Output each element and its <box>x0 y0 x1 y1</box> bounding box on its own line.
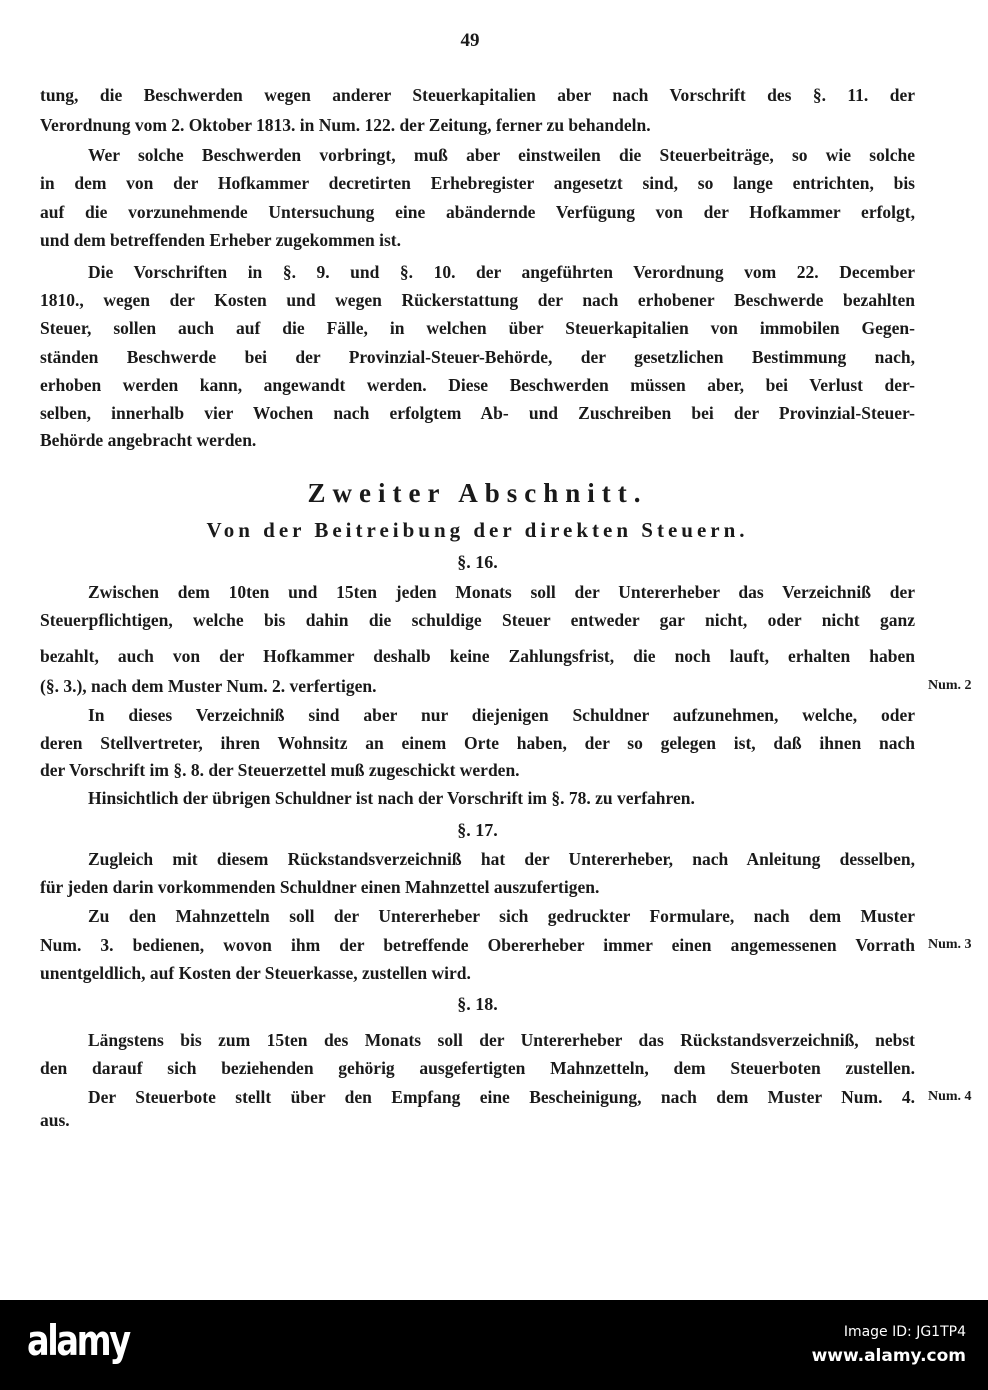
alamy-logo: alamy <box>27 1316 129 1365</box>
text-line: und dem betreffenden Erheber zugekommen ist. <box>40 230 402 250</box>
text-line: Zugleich mit diesem Rückstandsverzeichniß hat der Untererheber, nach Anleitung desselben, <box>88 849 915 869</box>
section-heading: §. 16. <box>457 552 498 572</box>
text-line: aus. <box>40 1110 70 1130</box>
text-line: deren Stellvertreter, ihren Wohnsitz an einem Orte haben, der so gelegen ist, daß ihnen nach <box>40 733 915 753</box>
text-line: Zu den Mahnzetteln soll der Untererheber sich gedruckter Formulare, nach dem Muster <box>88 906 915 926</box>
chapter-title: Zweiter Abschnitt. <box>307 478 648 508</box>
chapter-subtitle: Von der Beitreibung der direkten Steuern. <box>206 518 749 542</box>
margin-note: Num. 2 <box>928 678 972 693</box>
text-line: Steuerpflichtigen, welche bis dahin die schuldige Steuer entweder gar nicht, oder nicht ganz <box>40 610 915 630</box>
text-line: Längstens bis zum 15ten des Monats soll der Untererheber das Rückstandsverzeichniß, nebst <box>88 1030 915 1050</box>
text-line: Verordnung vom 2. Oktober 1813. in Num. 122. der Zeitung, ferner zu behandeln. <box>40 115 651 135</box>
page-number: 49 <box>460 30 480 51</box>
text-line: Hinsichtlich der übrigen Schuldner ist nach der Vorschrift im §. 78. zu verfahren. <box>88 788 695 808</box>
text-line: In dieses Verzeichniß sind aber nur diejenigen Schuldner aufzunehmen, welche, oder <box>88 705 915 725</box>
text-line: 1810., wegen der Kosten und wegen Rückerstattung der nach erhobener Beschwerde bezahlten <box>40 290 915 310</box>
text-line: Num. 3. bedienen, wovon ihm der betreffende Obererheber immer einen angemessenen Vorrath <box>40 935 915 955</box>
text-line: Wer solche Beschwerden vorbringt, muß aber einstweilen die Steuerbeiträge, so wie solche <box>88 145 915 165</box>
site-url: www.alamy.com <box>811 1346 966 1366</box>
text-line: (§. 3.), nach dem Muster Num. 2. verfertigen. <box>40 676 377 696</box>
text-line: selben, innerhalb vier Wochen nach erfolgtem Ab- und Zuschreiben bei der Provinzial-Steuer- <box>40 403 915 423</box>
text-line: der Vorschrift im §. 8. der Steuerzettel muß zugeschickt werden. <box>40 760 520 780</box>
text-line: Steuer, sollen auch auf die Fälle, in welchen über Steuerkapitalien von immobilen Gegen- <box>40 318 915 338</box>
image-id: Image ID: JG1TP4 <box>843 1324 966 1340</box>
section-heading: §. 17. <box>457 820 498 840</box>
text-line: ständen Beschwerde bei der Provinzial-Steuer-Behörde, der gesetzlichen Bestimmung nach, <box>40 347 915 367</box>
text-line: erhoben werden kann, angewandt werden. Diese Beschwerden müssen aber, bei Verlust der- <box>40 375 915 395</box>
margin-note: Num. 4 <box>928 1089 972 1104</box>
text-line: Behörde angebracht werden. <box>40 430 257 450</box>
watermark-footer <box>0 1300 988 1390</box>
text-line: bezahlt, auch von der Hofkammer deshalb keine Zahlungsfrist, die noch lauft, erhalten haben <box>40 646 915 666</box>
text-line: Der Steuerbote stellt über den Empfang eine Bescheinigung, nach dem Muster Num. 4. <box>88 1087 915 1107</box>
text-line: für jeden darin vorkommenden Schuldner einen Mahnzettel auszufertigen. <box>40 877 600 897</box>
text-line: den darauf sich beziehenden gehörig ausgefertigten Mahnzetteln, dem Steuerboten zustellen. <box>40 1058 915 1078</box>
text-line: unentgeldlich, auf Kosten der Steuerkasse, zustellen wird. <box>40 963 471 983</box>
margin-note: Num. 3 <box>928 937 972 952</box>
text-line: Zwischen dem 10ten und 15ten jeden Monats soll der Untererheber das Verzeichniß der <box>88 582 915 602</box>
text-line: in dem von der Hofkammer decretirten Erhebregister angesetzt sind, so lange entrichten, bis <box>40 173 915 193</box>
text-line: Die Vorschriften in §. 9. und §. 10. der angeführten Verordnung vom 22. December <box>88 262 915 282</box>
text-line: tung, die Beschwerden wegen anderer Steuerkapitalien aber nach Vorschrift des §. 11. der <box>40 85 915 105</box>
text-line: auf die vorzunehmende Untersuchung eine abändernde Verfügung von der Hofkammer erfolgt, <box>40 202 915 222</box>
section-heading: §. 18. <box>457 994 498 1014</box>
